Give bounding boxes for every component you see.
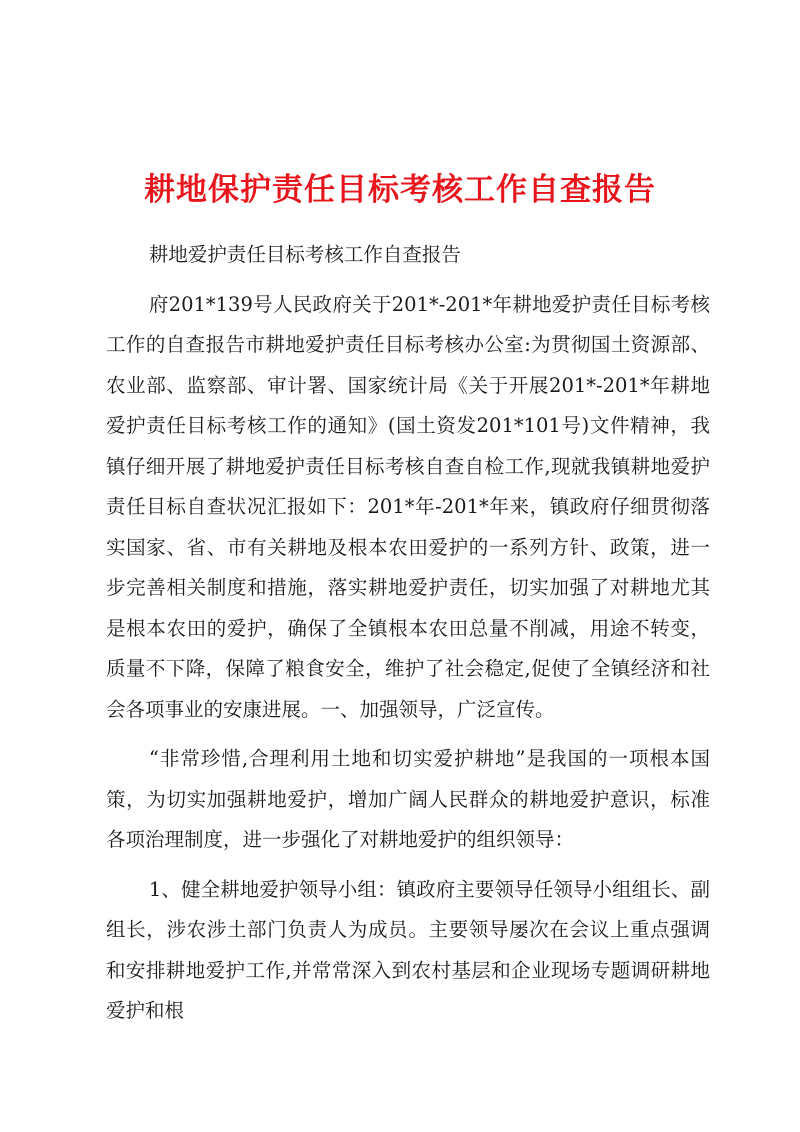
paragraph-policy: “非常珍惜,合理利用土地和切实爱护耕地”是我国的一项根本国策，为切实加强耕地爱护，增加广阔人民群众的耕地爱护意识，标准各项治理制度，进一步强化了对耕地爱护的组织领导：: [106, 747, 710, 851]
paragraph-subtitle: 耕地爱护责任目标考核工作自查报告: [148, 243, 461, 266]
document-title: 耕地保护责任目标考核工作自查报告: [144, 172, 656, 208]
paragraph-item-1: 1、健全耕地爱护领导小组：镇政府主要领导任领导小组组长、副组长，涉农涉土部门负责人为成员。主要领导屡次在会议上重点强调和安排耕地爱护工作,并常常深入到农村基层和企业现场专题调研耕地爱护和根: [106, 877, 710, 1022]
document-body: [106, 235, 710, 1041]
paragraph-intro: 府201*139号人民政府关于201*-201*年耕地爱护责任目标考核工作的自查报告市耕地爱护责任目标考核办公室:为贯彻国土资源部、农业部、监察部、审计署、国家统计局《关于开展201*-201*年耕地爱护责任目标考核工作的通知》(国土资发201*101号)文件精神，我镇仔细开展了耕地爱护责任目标考核自查自检工作,现就我镇耕地爱护责任目标自查状况汇报如下：201*年-201*年来，镇政府仔细贯彻落实国家、省、市有关耕地及根本农田爱护的一系列方针、政策，进一步完善相关制度和措施，落实耕地爱护责任，切实加强了对耕地尤其是根本农田的爱护，确保了全镇根本农田总量不削减，用途不转变，质量不下降，保障了粮食安全，维护了社会稳定,促使了全镇经济和社会各项事业的安康进展。一、加强领导，广泛宣传。: [106, 292, 710, 721]
